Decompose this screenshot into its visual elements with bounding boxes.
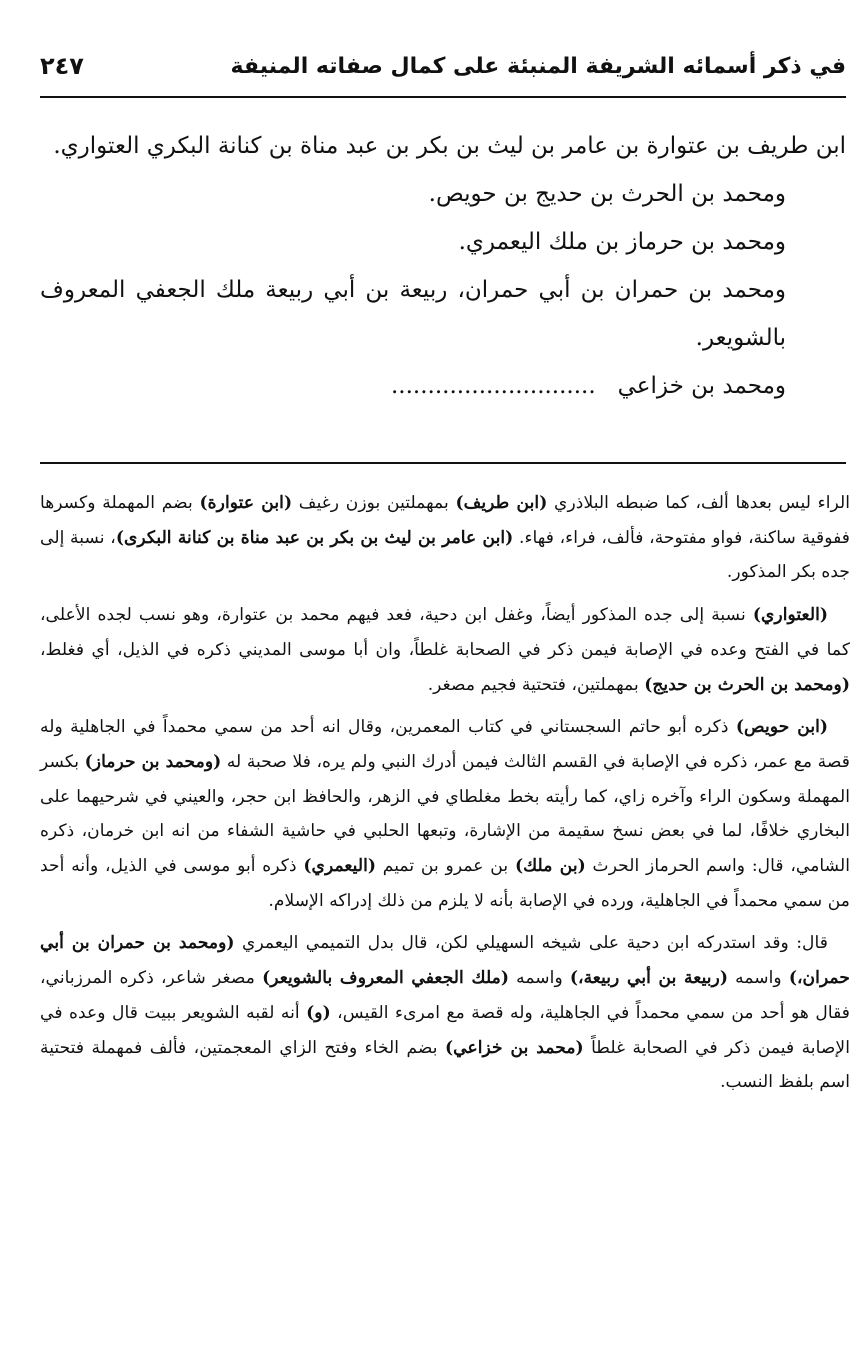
- note-lemma: (ومحمد بن الحرث بن حديج): [644, 674, 850, 695]
- main-paragraph: ومحمد بن حرماز بن ملك اليعمري.: [458, 229, 786, 255]
- note-text: الراء ليس بعدها ألف، كما ضبطه البلاذري: [547, 493, 850, 513]
- note-lemma: (ابن طريف): [455, 493, 548, 513]
- commentary-paragraph: [40, 598, 850, 702]
- note-text: واسمه: [727, 968, 789, 989]
- note-lemma: (محمد بن خزاعي): [444, 1037, 584, 1058]
- page-number: ٢٤٧: [40, 52, 84, 80]
- note-lemma: (العتواري): [752, 605, 828, 626]
- main-text: [40, 122, 846, 410]
- note-text: بضم الخاء وفتح الزاي المعجمتين، فألف فمهملة فتحتية اسم بلفظ النسب.: [40, 1037, 850, 1093]
- note-text: قال: وقد استدركه ابن دحية على شيخه السهيلي لكن، قال بدل التميمي اليعمري: [234, 933, 828, 954]
- note-lemma: (ابن حويص): [735, 717, 829, 738]
- note-lemma: (ربيعة بن أبي ربيعة،): [569, 968, 728, 989]
- ellipsis-dots: ............................: [390, 373, 596, 399]
- note-text: ، نسبة إلى جده بكر المذكور.: [40, 527, 850, 583]
- note-lemma: (ابن عامر بن ليث بن بكر بن عبد مناة بن كنانة البكرى): [115, 527, 514, 548]
- note-lemma: (و): [306, 1002, 331, 1023]
- commentary-separator: [40, 462, 846, 464]
- note-text: ذكره أبو موسى في الذيل، وأنه أحد من سمي محمداً في الجاهلية، ورده في الإصابة بأنه لا يلزم من ذلك إدراكه الإسلام.: [40, 856, 850, 911]
- note-text: واسمه: [508, 968, 570, 989]
- note-lemma: (اليعمري): [303, 856, 377, 877]
- header-rule: [40, 96, 846, 98]
- running-title: في ذكر أسمائه الشريفة المنبئة على كمال صفاته المنيفة: [230, 53, 846, 79]
- note-lemma: (ابن عتوارة): [199, 493, 293, 513]
- note-text: أنه لقبه الشويعر ببيت قال وعده في الإصابة فيمن ذكر في الصحابة غلطاً: [40, 1002, 850, 1058]
- note-lemma: (ومحمد بن حرماز): [84, 751, 222, 772]
- note-lemma: (بن ملك): [514, 856, 586, 877]
- commentary-paragraph: [40, 926, 850, 1100]
- commentary-paragraph: [40, 486, 850, 590]
- note-text: مصغر شاعر، ذكره المرزباني، فقال هو أحد من سمي محمداً في الجاهلية، وله قصة مع امرىء القيس،: [40, 968, 850, 1023]
- note-text: بكسر المهملة وسكون الراء وآخره زاي، كما رأيته بخط مغلطاي في الزهر، والحافظ ابن حجر، والعيني في شرحيهما على البخاري خلافًا، لما في بعض نسخ سقيمة من الإشارة، وتبعها الحلبي في حاشية الشفاء من انه ابن خرمان، ذكره الشامي، قال: واسم الحرماز الحرث: [40, 751, 851, 877]
- commentary: [40, 486, 850, 1108]
- note-text: بمهملتين بوزن رغيف: [292, 493, 456, 513]
- commentary-paragraph: [40, 710, 850, 918]
- note-text: نسبة إلى جده المذكور أيضاً، وغفل ابن دحية، فعد فيهم محمد بن عتوارة، وهو نسب لجده الأعلى، كما في الفتح وعده في الإصابة فيمن ذكر في الصحابة غلطاً، وان أبا موسى المديني ذكره في الذيل، أي فغلط،: [40, 605, 850, 660]
- main-paragraph-last: [40, 362, 846, 410]
- note-lemma: (ملك الجعفي المعروف بالشويعر): [262, 968, 509, 989]
- running-header: [40, 46, 846, 86]
- main-paragraph: ومحمد بن الحرث بن حديج بن حويص.: [428, 181, 786, 207]
- main-paragraph: ومحمد بن حمران بن أبي حمران، ربيعة بن أبي ربيعة ملك الجعفي المعروف بالشويعر.: [40, 277, 786, 351]
- main-text-fragment: ومحمد بن خزاعي: [617, 373, 786, 399]
- note-text: بمهملتين، فتحتية فجيم مصغر.: [427, 674, 645, 695]
- note-lemma: (ومحمد بن حمران بن أبي حمران،): [40, 933, 850, 989]
- main-paragraph: ابن طريف بن عتوارة بن عامر بن ليث بن بكر بن عبد مناة بن كنانة البكري العتواري.: [53, 133, 846, 159]
- note-text: بن عمرو بن تميم: [376, 856, 515, 877]
- note-text: ذكره أبو حاتم السجستاني في كتاب المعمرين، وقال انه أحد من سمي محمداً في الجاهلية وله قصة مع عمر، ذكره في الإصابة في القسم الثالث فيمن أدرك النبي ولم يره، فلا صحبة له: [40, 717, 850, 772]
- note-text: بضم المهملة وكسرها ففوقية ساكنة، فواو مفتوحة، فألف، فراء، فهاء.: [40, 493, 850, 548]
